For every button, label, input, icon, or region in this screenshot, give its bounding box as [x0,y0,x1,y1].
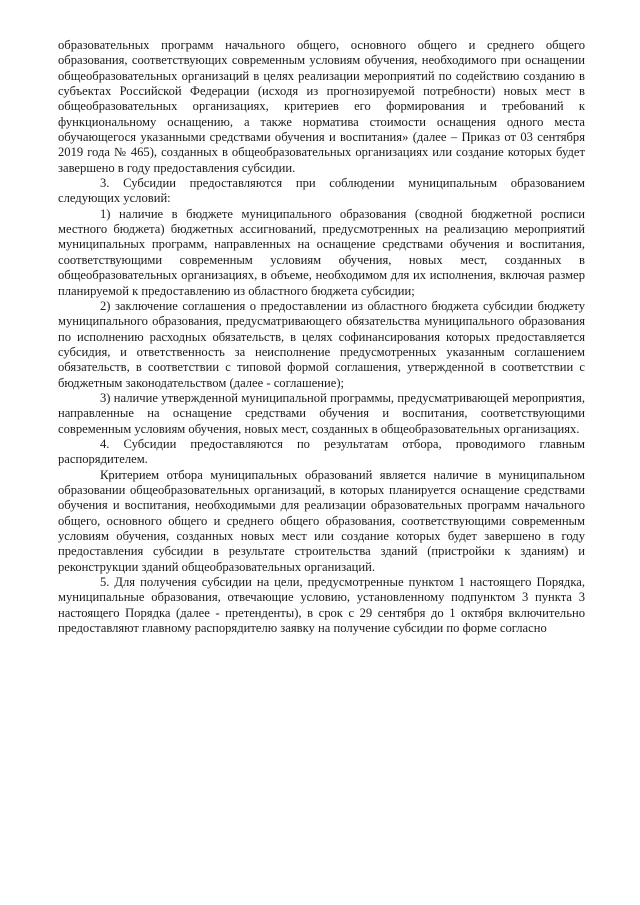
paragraph-item-3: 3. Субсидии предоставляются при соблюдении муниципальным образованием следующих условий: [58,176,585,206]
paragraph-item-5: 5. Для получения субсидии на цели, предусмотренные пунктом 1 настоящего Порядка, муниципальные образования, отвечающие условию, установленному подпунктом 3 пункта 3 настоящего Порядка (далее - претенденты), в срок с 29 сентября до 1 октября включительно предоставляют главному распорядителю заявку на получение субсидии по форме согласно [58,575,585,636]
paragraph-subitem-3: 3) наличие утвержденной муниципальной программы, предусматривающей мероприятия, направленные на оснащение средствами обучения и воспитания, соответствующими современным условиям обучения, новых мест, созданных в общеобразовательных организациях. [58,390,585,436]
paragraph-selection-criterion: Критерием отбора муниципальных образований является наличие в муниципальном образовании общеобразовательных организаций, в которых планируется оснащение средствами обучения и воспитания, необходимыми для реализации образовательных программ начального общего, основного общего и среднего общего образования, соответствующими современным условиям обучения, созданных новых мест или создание которых будет завершено в году предоставления субсидии в результате строительства зданий (пристройки к зданиям) и реконструкции зданий общеобразовательных организаций. [58,467,585,574]
paragraph-subitem-2: 2) заключение соглашения о предоставлении из областного бюджета субсидии бюджету муниципального образования, предусматривающего обязательства муниципального образования по исполнению расходных обязательств, в целях софинансирования которых предоставляется субсидия, и ответственность за неисполнение предусмотренных указанным соглашением обязательств, в соответствии с типовой формой соглашения, утвержденной в соответствии с бюджетным законодательством (далее - соглашение); [58,298,585,390]
paragraph-subitem-1: 1) наличие в бюджете муниципального образования (сводной бюджетной росписи местного бюджета) бюджетных ассигнований, предусмотренных на реализацию мероприятий муниципальных программ, направленных на оснащение средствами обучения и воспитания, соответствующими современным условиям обучения, новых мест, созданных в общеобразовательных организациях, в объеме, необходимом для их исполнения, включая размер планируемой к предоставлению из областного бюджета субсидии; [58,206,585,298]
paragraph-continuation: образовательных программ начального общего, основного общего и среднего общего образования, соответствующих современным условиям обучения, необходимого при оснащении общеобразовательных организаций в целях реализации мероприятий по содействию созданию в субъектах Российской Федерации (исходя из прогнозируемой потребности) новых мест в общеобразовательных организациях, критериев его формирования и требований к функциональному оснащению, а также норматива стоимости оснащения одного места обучающегося указанными средствами обучения и воспитания» (далее – Приказ от 03 сентября 2019 года № 465), созданных в общеобразовательных организациях или создание которых будет завершено в году предоставления субсидии. [58,38,585,175]
document-page [58,38,585,636]
paragraph-item-4: 4. Субсидии предоставляются по результатам отбора, проводимого главным распорядителем. [58,436,585,467]
